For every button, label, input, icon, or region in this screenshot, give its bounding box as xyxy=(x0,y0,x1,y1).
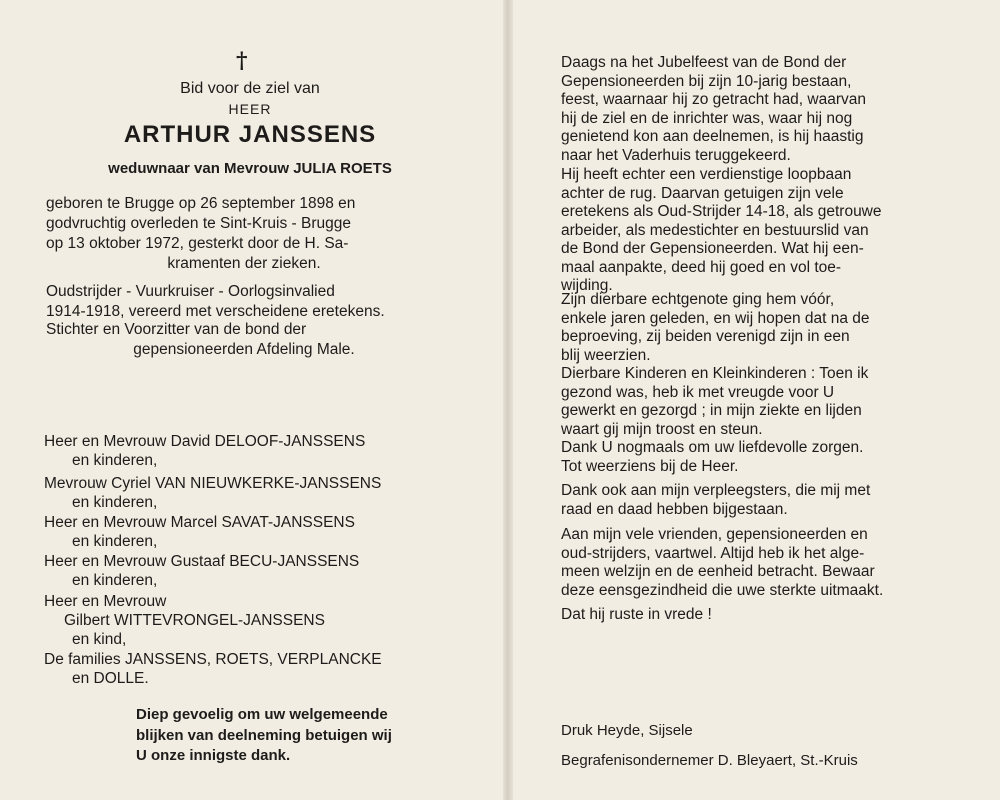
text-line: enkele jaren geleden, en wij hopen dat na de xyxy=(561,309,870,327)
family-entry xyxy=(44,474,381,512)
family-line: Gilbert WITTEVRONGEL-JANSSENS xyxy=(64,612,325,629)
text-line: feest, waarnaar hij zo getracht had, waarvan xyxy=(561,91,867,108)
family-line: en kind, xyxy=(72,631,127,648)
text-line: gewerkt en gezorgd ; in mijn ziekte en lijden xyxy=(561,402,862,419)
fold-crease xyxy=(503,0,513,800)
undertaker-credit: Begrafenisondernemer D. Bleyaert, St.-Kruis xyxy=(561,752,858,769)
text-line: meen welzijn en de eenheid betracht. Bewaar xyxy=(561,563,875,580)
text-line: oud-strijders, vaartwel. Altijd heb ik het alge- xyxy=(561,544,865,562)
text-line: Daags na het Jubelfeest van de Bond der xyxy=(561,54,847,71)
family-entry xyxy=(44,650,382,688)
prayer-line: Bid voor de ziel van xyxy=(180,80,320,97)
text-line: genietend kon aan deelnemen, is hij haastig xyxy=(561,128,864,145)
spouse-paragraph xyxy=(561,291,959,365)
career-paragraph xyxy=(561,166,959,296)
text-line: Dank ook aan mijn verpleegsters, die mij met xyxy=(561,482,871,499)
gratitude-paragraph xyxy=(561,439,863,476)
text-line: de Bond der Gepensioneerden. Wat hij een- xyxy=(561,240,864,257)
text-line: gezond was, heb ik met vreugde voor U xyxy=(561,383,835,401)
text-line: kramenten der zieken. xyxy=(167,255,321,272)
family-line: Heer en Mevrouw David DELOOF-JANSSENS xyxy=(44,433,366,450)
text-line: hij de ziel en de inrichter was, waar hij nog xyxy=(561,109,853,127)
honorific: HEER xyxy=(228,101,272,117)
family-line: en kinderen, xyxy=(72,494,158,511)
text-line: beproeving, zij beiden verenigd zijn in een xyxy=(561,328,850,345)
thanks-paragraph xyxy=(136,705,438,767)
text-line: geboren te Brugge op 26 september 1898 en xyxy=(46,195,356,212)
family-line: Heer en Mevrouw Marcel SAVAT-JANSSENS xyxy=(44,514,355,531)
text-line: arbeider, als medestichter en bestuurslid van xyxy=(561,221,869,239)
family-line: Heer en Mevrouw xyxy=(44,593,167,610)
text-line: deze eensgezindheid die uwe sterkte uitmaakt. xyxy=(561,581,884,599)
family-entry xyxy=(44,513,355,551)
text-line: Aan mijn vele vrienden, gepensioneerden en xyxy=(561,526,868,543)
printer-credit: Druk Heyde, Sijsele xyxy=(561,722,693,739)
family-line: en kinderen, xyxy=(72,533,158,550)
text-line: eretekens als Oud-Strijder 14-18, als getrouwe xyxy=(561,203,882,220)
text-line: raad en daad hebben bijgestaan. xyxy=(561,500,788,518)
text-line: Stichter en Voorzitter van de bond der xyxy=(46,321,307,338)
text-line: Hij heeft echter een verdienstige loopbaan xyxy=(561,166,852,183)
text-line: 1914-1918, vereerd met verscheidene eretekens. xyxy=(46,303,385,320)
text-line: Oudstrijder - Vuurkruiser - Oorlogsinvalied xyxy=(46,283,335,300)
family-entry xyxy=(44,432,365,470)
text-line: Diep gevoelig om uw welgemeende xyxy=(136,706,388,723)
text-line: op 13 oktober 1972, gesterkt door de H. Sa- xyxy=(46,235,349,252)
children-paragraph xyxy=(561,365,959,439)
widower-line: weduwnaar van Mevrouw JULIA ROETS xyxy=(108,160,392,177)
family-line: De families JANSSENS, ROETS, VERPLANCKE xyxy=(44,651,382,668)
text-line: Dank U nogmaals om uw liefdevolle zorgen. xyxy=(561,439,864,456)
text-line: Dierbare Kinderen en Kleinkinderen : Toen ik xyxy=(561,365,869,382)
family-line: en kinderen, xyxy=(72,452,158,469)
merits-paragraph xyxy=(46,282,442,322)
text-line: U onze innigste dank. xyxy=(136,747,291,764)
text-line: blijken van deelneming betuigen wij xyxy=(136,726,392,744)
text-line: Gepensioneerden bij zijn 10-jarig bestaan, xyxy=(561,72,852,90)
text-line: naar het Vaderhuis teruggekeerd. xyxy=(561,146,791,164)
birth-death-paragraph xyxy=(46,194,442,274)
text-line: gepensioneerden Afdeling Male. xyxy=(133,341,355,358)
text-line: Zijn dierbare echtgenote ging hem vóór, xyxy=(561,291,835,308)
text-line: waart gij mijn troost en steun. xyxy=(561,420,763,438)
text-line: blij weerzien. xyxy=(561,346,651,364)
family-line: Mevrouw Cyriel VAN NIEUWKERKE-JANSSENS xyxy=(44,475,382,492)
family-line: Heer en Mevrouw Gustaaf BECU-JANSSENS xyxy=(44,553,360,570)
text-line: maal aanpakte, deed hij goed en vol toe- xyxy=(561,258,842,276)
closing-line: Dat hij ruste in vrede ! xyxy=(561,606,712,623)
family-entry xyxy=(44,552,359,590)
deceased-name: ARTHUR JANSSENS xyxy=(123,121,377,148)
cross-icon: † xyxy=(236,48,248,74)
text-line: wijding. xyxy=(561,277,613,294)
friends-paragraph xyxy=(561,526,959,600)
family-entry xyxy=(44,592,325,649)
nurses-paragraph xyxy=(561,482,870,519)
jubilee-paragraph xyxy=(561,54,959,165)
family-line: en DOLLE. xyxy=(72,670,149,687)
family-line: en kinderen, xyxy=(72,572,158,589)
text-line: godvruchtig overleden te Sint-Kruis - Brugge xyxy=(46,215,351,232)
text-line: Tot weerziens bij de Heer. xyxy=(561,457,739,475)
text-line: achter de rug. Daarvan getuigen zijn vele xyxy=(561,184,844,202)
founder-paragraph xyxy=(46,320,442,360)
